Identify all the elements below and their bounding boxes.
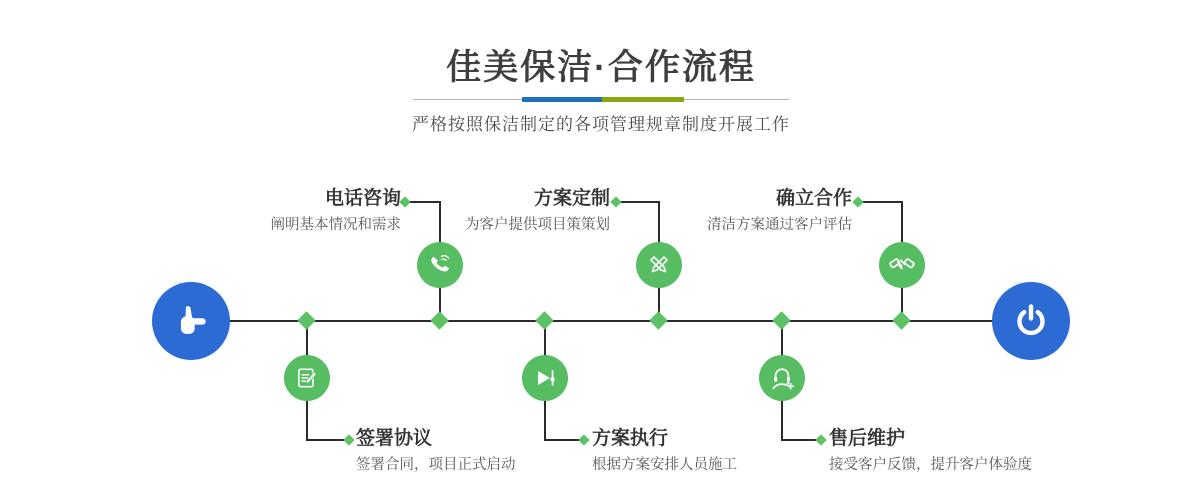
step-title: 电话咨询 xyxy=(324,188,401,209)
end-node xyxy=(992,282,1070,360)
step-title: 确立合作 xyxy=(775,188,852,209)
connector-line xyxy=(306,439,346,441)
step-desc: 签署合同，项目正式启动 xyxy=(356,457,516,473)
step-desc: 为客户提供项目策策划 xyxy=(465,217,610,233)
divider-blue-segment xyxy=(522,97,602,102)
pointing-hand-icon xyxy=(169,299,213,343)
step-label-plan xyxy=(465,188,610,235)
timeline-node-diamond xyxy=(649,311,667,329)
step-node-cooperation xyxy=(879,242,925,288)
label-diamond xyxy=(399,196,410,207)
step-node-aftersale xyxy=(759,355,805,401)
design-tools-icon xyxy=(646,252,672,278)
connector-line xyxy=(862,201,903,203)
step-title: 方案执行 xyxy=(592,428,669,449)
timeline-node-diamond xyxy=(535,311,553,329)
label-diamond xyxy=(852,196,863,207)
timeline-node-diamond xyxy=(430,311,448,329)
play-icon xyxy=(532,365,558,391)
timeline-node-diamond xyxy=(892,311,910,329)
connector-line xyxy=(781,439,818,441)
title-divider xyxy=(413,97,789,102)
step-desc: 根据方案安排人员施工 xyxy=(592,457,737,473)
document-sign-icon xyxy=(294,365,320,391)
step-desc: 清洁方案通过客户评估 xyxy=(707,217,852,233)
label-diamond xyxy=(815,434,826,445)
step-title: 签署协议 xyxy=(356,428,433,449)
step-node-phone xyxy=(417,242,463,288)
connector-line xyxy=(409,201,441,203)
step-desc: 阐明基本情况和需求 xyxy=(270,217,401,233)
page-title: 佳美保洁·合作流程 xyxy=(446,48,756,87)
timeline-node-diamond xyxy=(297,311,315,329)
phone-icon xyxy=(427,252,453,278)
power-icon xyxy=(1011,301,1051,341)
step-label-cooperation xyxy=(707,188,852,235)
handshake-icon xyxy=(888,251,916,279)
step-node-sign xyxy=(284,355,330,401)
start-node xyxy=(152,282,230,360)
page-subtitle: 严格按照保洁制定的各项管理规章制度开展工作 xyxy=(412,115,790,134)
step-node-execute xyxy=(522,355,568,401)
timeline-node-diamond xyxy=(772,311,790,329)
connector-line xyxy=(620,201,660,203)
step-title: 方案定制 xyxy=(533,188,610,209)
step-title: 售后维护 xyxy=(829,428,906,449)
step-label-phone xyxy=(271,188,402,235)
step-desc: 接受客户反馈，提升客户体验度 xyxy=(829,457,1032,473)
step-node-plan xyxy=(636,242,682,288)
headset-plus-icon xyxy=(768,364,796,392)
label-diamond xyxy=(343,434,354,445)
label-diamond xyxy=(578,434,589,445)
label-diamond xyxy=(610,196,621,207)
connector-line xyxy=(544,439,581,441)
divider-green-segment xyxy=(602,97,684,102)
step-label-aftersale xyxy=(829,428,1032,475)
step-label-execute xyxy=(592,428,737,475)
step-label-sign xyxy=(356,428,516,475)
